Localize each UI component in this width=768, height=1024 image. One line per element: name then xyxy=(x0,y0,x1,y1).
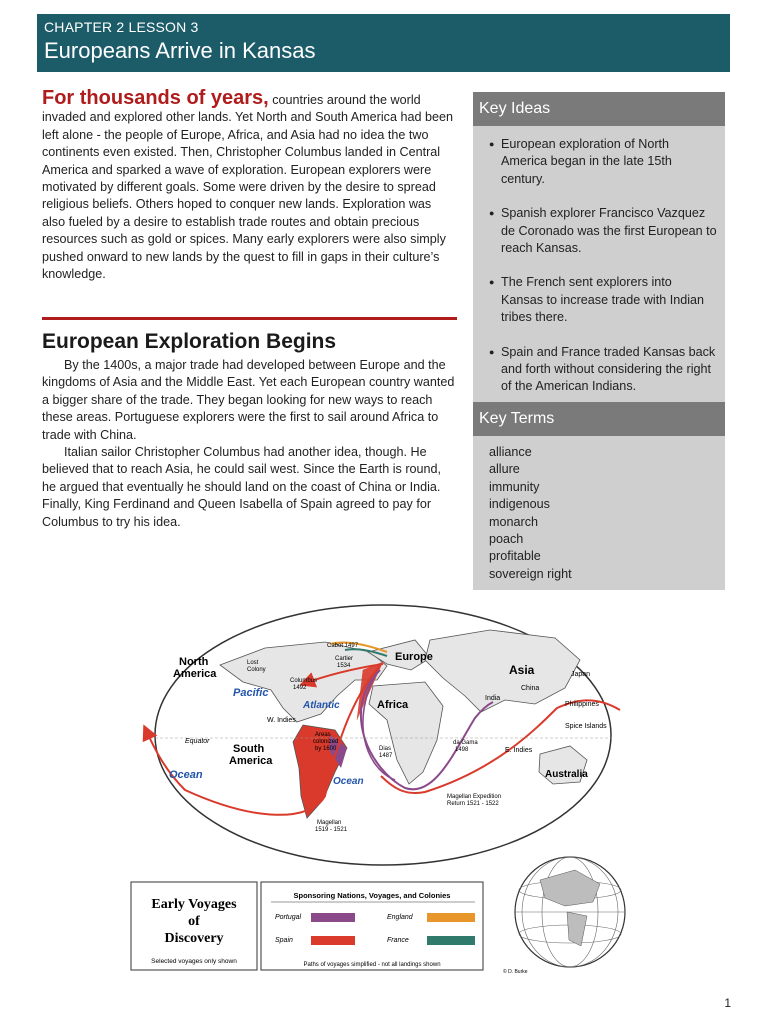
intro-section xyxy=(42,87,457,283)
key-ideas-header xyxy=(473,92,725,126)
key-terms-title: Key Terms xyxy=(479,410,555,427)
legend-england-swatch xyxy=(427,913,475,922)
legend-portugal-label: Portugal xyxy=(275,914,302,921)
label-dias: Dias 1487 xyxy=(379,746,393,759)
legend-spain-swatch xyxy=(311,936,355,945)
chapter-kicker: CHAPTER 2 LESSON 3 xyxy=(44,19,199,35)
label-south-america: South America xyxy=(229,743,273,767)
label-w-indies: W. Indies xyxy=(267,717,296,724)
key-term-item: indigenous xyxy=(489,497,550,512)
legend-france-label: France xyxy=(387,937,409,944)
label-pacific: Pacific xyxy=(233,687,269,699)
sidebar xyxy=(473,92,725,590)
chapter-header xyxy=(37,14,730,72)
section-body xyxy=(42,357,457,531)
key-idea-item: ● Spanish explorer Francisco Vazquez de Coronado was the first European to reach Kansas. xyxy=(489,205,717,257)
label-cabot: Cabot 1497 xyxy=(327,643,359,649)
label-china: China xyxy=(521,685,540,692)
label-areas-colonized: Areas colonized by 1600 xyxy=(313,732,339,752)
label-da-gama: da Gama 1498 xyxy=(453,740,478,753)
key-terms-header xyxy=(473,402,725,436)
key-idea-item: ● Spain and France traded Kansas back and forth without considering the right of the American Indians. xyxy=(489,344,717,396)
label-ocean-left: Ocean xyxy=(169,769,203,781)
label-spice-islands: Spice Islands xyxy=(565,723,607,730)
key-term-item: immunity xyxy=(489,479,540,494)
map-credit: © D. Burke xyxy=(503,969,528,975)
legend-table-title: Sponsoring Nations, Voyages, and Colonies xyxy=(293,891,451,900)
key-idea-item: ● European exploration of North America began in the late 15th century. xyxy=(489,136,717,188)
label-equator: Equator xyxy=(185,738,210,745)
intro-text: countries around the world invaded and explored other lands. Yet North and South America had been left alone - the people of Europe, Africa, and Asia had no idea the two continents even existed. Then, Christopher Columbus landed in Central America and sparked a wave of exploration. European explorers were motivated by different goals. Some were driven by the desire to spread religious beliefs. Others hoped to conquer new lands. Exploration was also fueled by a desire to establish trade routes and obtain precious resources such as gold or spices. Many early explorers were also simply pushed onward to new lands by the quest to fill in gaps in their culture’s knowledge. xyxy=(42,93,453,282)
label-asia: Asia xyxy=(509,663,535,677)
legend-note: Selected voyages only shown xyxy=(151,958,237,965)
key-term-item: alliance xyxy=(489,445,532,459)
label-africa: Africa xyxy=(377,699,409,711)
label-philippines: Philippines xyxy=(565,701,599,708)
label-columbus: Columbus 1492 xyxy=(290,678,318,691)
map-graphic xyxy=(125,600,645,980)
legend-title: Early Voyages of Discovery xyxy=(151,897,237,946)
intro-lead: For thousands of years, xyxy=(42,87,269,109)
lesson-title: Europeans Arrive in Kansas xyxy=(44,38,316,63)
legend-france-swatch xyxy=(427,936,475,945)
key-term-item: poach xyxy=(489,532,524,547)
label-north-america: North America xyxy=(173,656,217,680)
key-idea-item: ● The French sent explorers into Kansas to increase trade with Indian tribes there. xyxy=(489,274,717,326)
legend-portugal-swatch xyxy=(311,913,355,922)
section-paragraph-2: Italian sailor Christopher Columbus had another idea, though. He believed that to reach Asia, he could sail west. Since the Earth is round, he argued that eventually he should land on the coast of China or India. Finally, King Ferdinand and Queen Isabella of Spain agreed to pay for Columbus to try his idea. xyxy=(42,445,442,529)
key-term-item: sovereign right xyxy=(489,566,572,581)
label-magellan: Magellan 1519 - 1521 xyxy=(315,820,348,833)
label-india: India xyxy=(485,695,501,702)
label-australia: Australia xyxy=(545,769,588,780)
intro-paragraph xyxy=(42,87,457,283)
page-number: 1 xyxy=(724,996,731,1010)
label-e-indies: E. Indies xyxy=(505,747,533,754)
legend-spain-label: Spain xyxy=(275,937,293,944)
legend-footnote: Paths of voyages simplified - not all landings shown xyxy=(303,962,441,968)
key-term-item: allure xyxy=(489,462,520,477)
key-term-item: profitable xyxy=(489,549,541,564)
label-atlantic: Atlantic xyxy=(303,700,340,711)
label-ocean-mid: Ocean xyxy=(333,776,364,787)
key-ideas-list xyxy=(489,136,717,413)
section-paragraph-1: By the 1400s, a major trade had developed between Europe and the kingdoms of Asia and the Middle East. Yet each European country wanted a bigger share of the trade. They began looking for new ways to reach these areas. Portuguese explorers were the first to sail around Africa to trade with China. xyxy=(42,358,455,442)
label-lost-colony: Lost Colony xyxy=(247,660,266,673)
label-japan: Japan xyxy=(571,671,591,678)
section-title: European Exploration Begins xyxy=(42,330,337,353)
key-ideas-title: Key Ideas xyxy=(479,100,551,117)
section-divider xyxy=(42,317,457,320)
exploration-map xyxy=(125,600,645,980)
key-term-item: monarch xyxy=(489,514,538,529)
label-europe: Europe xyxy=(395,651,433,663)
globe-icon xyxy=(515,857,625,967)
legend-england-label: England xyxy=(387,914,413,921)
key-terms-list xyxy=(489,444,572,583)
label-cartier: Cartier 1534 xyxy=(335,656,354,669)
label-magellan-return: Magellan Expedition Return 1521 - 1522 xyxy=(447,794,502,807)
